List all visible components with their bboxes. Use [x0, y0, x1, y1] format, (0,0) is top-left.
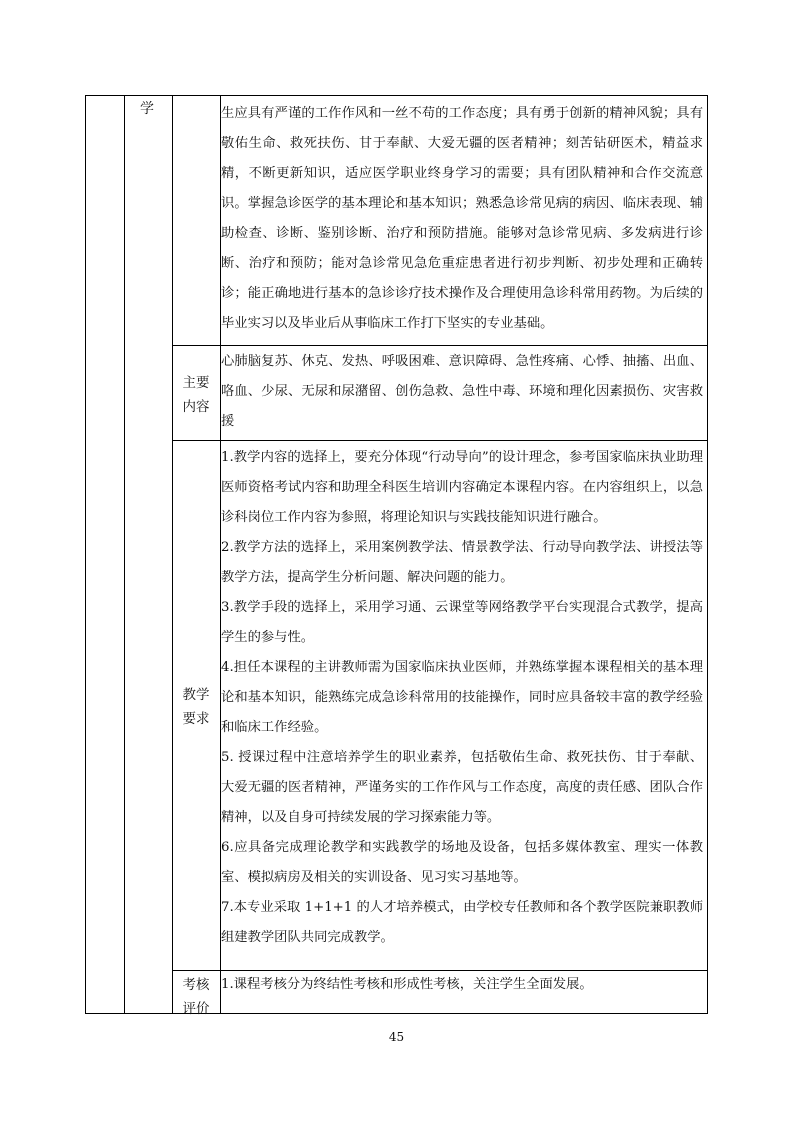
requirement-item: 1.教学内容的选择上，要充分体现“行动导向”的设计理念，参考国家临床执业助理医师资格考试内容和助理全科医生培训内容确定本课程内容。在内容组织上，以急诊科岗位工作内容为参照，将理论知识与实践技能知识进行融合。 [221, 450, 703, 525]
main-content-label-line2: 内容 [182, 399, 210, 415]
assessment-label [172, 973, 220, 1021]
requirement-item: 4.担任本课程的主讲教师需为国家临床执业医师，并熟练掌握本课程相关的基本理论和基本知识，能熟练完成急诊科常用的技能操作，同时应具备较丰富的教学经验和临床工作经验。 [221, 660, 703, 735]
table-column-divider-1 [124, 96, 125, 1013]
requirement-item: 2.教学方法的选择上，采用案例教学法、情景教学法、行动导向教学法、讲授法等教学方法，提高学生分析问题、解决问题的能力。 [221, 540, 703, 585]
assessment-text [221, 970, 703, 1000]
page-number: 45 [388, 1030, 405, 1044]
requirement-item: 7.本专业采取 1+1+1 的人才培养模式，由学校专任教师和各个教学医院兼职教师组建教学团队共同完成教学。 [221, 900, 703, 945]
teaching-requirements-label-line2: 要求 [182, 711, 210, 727]
teaching-requirements-text [221, 443, 703, 953]
teaching-requirements-label [172, 683, 220, 731]
assessment-paragraph: 1.课程考核分为终结性考核和形成性考核，关注学生全面发展。 [221, 977, 593, 992]
main-content-paragraph: 心肺脑复苏、休克、发热、呼吸困难、意识障碍、急性疼痛、心悸、抽搐、出血、咯血、少尿、无尿和尿潴留、创伤急救、急性中毒、环境和理化因素损伤、灾害救援 [221, 354, 703, 429]
table-row-divider-1 [172, 345, 707, 346]
main-content-label-line1: 主要 [182, 375, 210, 391]
main-content-label [172, 371, 220, 419]
course-goal-paragraph: 生应具有严谨的工作作风和一丝不苟的工作态度；具有勇于创新的精神风貌；具有敬佑生命、救死扶伤、甘于奉献、大爱无疆的医者精神；刻苦钻研医术，精益求精，不断更新知识，适应医学职业终身学习的需要；具有团队精神和合作交流意识。掌握急诊医学的基本理论和基本知识；熟悉急诊常见病的病因、临床表现、辅助检查、诊断、鉴别诊断、治疗和预防措施。能够对急诊常见病、多发病进行诊断、治疗和预防；能对急诊常见急危重症患者进行初步判断、初步处理和正确转诊；能正确地进行基本的急诊诊疗技术操作及合理使用急诊科常用药物。为后续的毕业实习以及毕业后从事临床工作打下坚实的专业基础。 [221, 106, 703, 331]
assessment-label-line1: 考核 [182, 977, 210, 993]
requirement-item: 6.应具备完成理论教学和实践教学的场地及设备，包括多媒体教室、理实一体教室、模拟病房及相关的实训设备、见习实习基地等。 [221, 840, 703, 885]
requirement-item: 3.教学手段的选择上，采用学习通、云课堂等网络教学平台实现混合式教学，提高学生的参与性。 [221, 600, 703, 645]
table-column-divider-2 [172, 96, 173, 1013]
requirement-item: 5. 授课过程中注意培养学生的职业素养，包括敬佑生命、救死扶伤、甘于奉献、大爱无疆的医者精神，严谨务实的工作作风与工作态度，高度的责任感、团队合作精神，以及自身可持续发展的学习探索能力等。 [221, 750, 703, 825]
assessment-label-line2: 评价 [182, 1001, 210, 1017]
course-goal-text [221, 99, 703, 339]
main-content-text [221, 347, 703, 437]
side-label-char: 学 [140, 101, 154, 117]
table-row-divider-2 [172, 440, 707, 441]
teaching-requirements-label-line1: 教学 [182, 687, 210, 703]
